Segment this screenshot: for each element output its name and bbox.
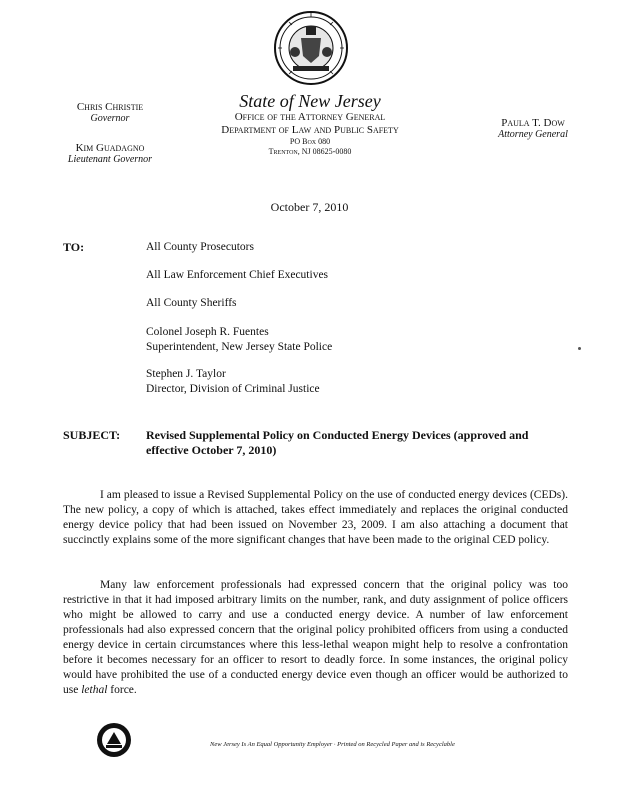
governor-title: Governor bbox=[90, 113, 130, 124]
governor-block bbox=[55, 101, 165, 125]
recipient-item bbox=[146, 296, 237, 311]
po-box: PO Box 080 bbox=[289, 137, 331, 146]
scan-speck bbox=[578, 347, 581, 350]
subject-text: Revised Supplemental Policy on Conducted Energy Devices (approved and effective October 7, 2010) bbox=[146, 428, 529, 457]
department-name: Department of Law and Public Safety bbox=[221, 124, 399, 136]
recipient-line-2: Superintendent, New Jersey State Police bbox=[146, 341, 333, 353]
state-name: State of New Jersey bbox=[239, 91, 381, 111]
state-seal-icon bbox=[273, 8, 349, 88]
footer-text: New Jersey Is An Equal Opportunity Employer · Printed on Recycled Paper and is Recyclable bbox=[210, 741, 455, 748]
body-paragraph-2 bbox=[63, 578, 568, 698]
footer-seal-icon bbox=[96, 722, 132, 758]
paragraph-2-emphasis: lethal bbox=[81, 684, 108, 696]
ag-name: Paula T. Dow bbox=[501, 117, 565, 129]
lt-governor-block bbox=[55, 142, 165, 166]
recipient-item bbox=[146, 325, 332, 355]
subject-label: SUBJECT: bbox=[63, 428, 121, 442]
recipient-line-2: Director, Division of Criminal Justice bbox=[146, 383, 320, 395]
recipient-item bbox=[146, 268, 328, 283]
recipient-line: Stephen J. Taylor bbox=[146, 368, 226, 380]
recipient-line: All County Prosecutors bbox=[146, 241, 254, 253]
memo-date: October 7, 2010 bbox=[270, 200, 349, 214]
paragraph-2-text: Many law enforcement professionals had expressed concern that the original policy was too restrictive in that it had imposed arbitrary limits on the number, rank, and duty assignment of police officers who might be allowed to carry and use a conducted energy device. A number of law enforcement professionals had also expressed concern that the original policy prohibited officers from using a conducted energy device in certain circumstances where this less-lethal weapon might help to resolve a confrontation before it becomes necessary for an officer to resort to deadly force. In some instances, the original policy would have prohibited the use of a conducted energy device even though an officer would be authorized to use bbox=[63, 579, 568, 696]
to-label: TO: bbox=[63, 240, 85, 254]
governor-name: Chris Christie bbox=[76, 101, 144, 113]
recipient-line: Colonel Joseph R. Fuentes bbox=[146, 326, 269, 338]
recipient-line: All Law Enforcement Chief Executives bbox=[146, 269, 329, 281]
city-address: Trenton, NJ 08625-0080 bbox=[268, 147, 352, 156]
attorney-general-block bbox=[473, 117, 593, 141]
letterhead bbox=[190, 91, 430, 157]
lt-governor-title: Lieutenant Governor bbox=[67, 154, 153, 165]
lt-governor-name: Kim Guadagno bbox=[75, 142, 145, 154]
paragraph-2-end: force. bbox=[110, 684, 137, 696]
ag-title: Attorney General bbox=[498, 129, 568, 140]
recipient-item bbox=[146, 240, 254, 255]
body-paragraph-1: I am pleased to issue a Revised Supplemental Policy on the use of conducted energy devices (CEDs). The new policy, a copy of which is attached, takes effect immediately and replaces the original conducted energy device policy that had been issued on November 23, 2009. I am also attaching a document that succinctly explains some of the more significant changes that have been made to the original CED policy. bbox=[63, 489, 568, 546]
recipient-item bbox=[146, 367, 320, 397]
office-name: Office of the Attorney General bbox=[234, 111, 386, 123]
recipient-line: All County Sheriffs bbox=[146, 297, 237, 309]
